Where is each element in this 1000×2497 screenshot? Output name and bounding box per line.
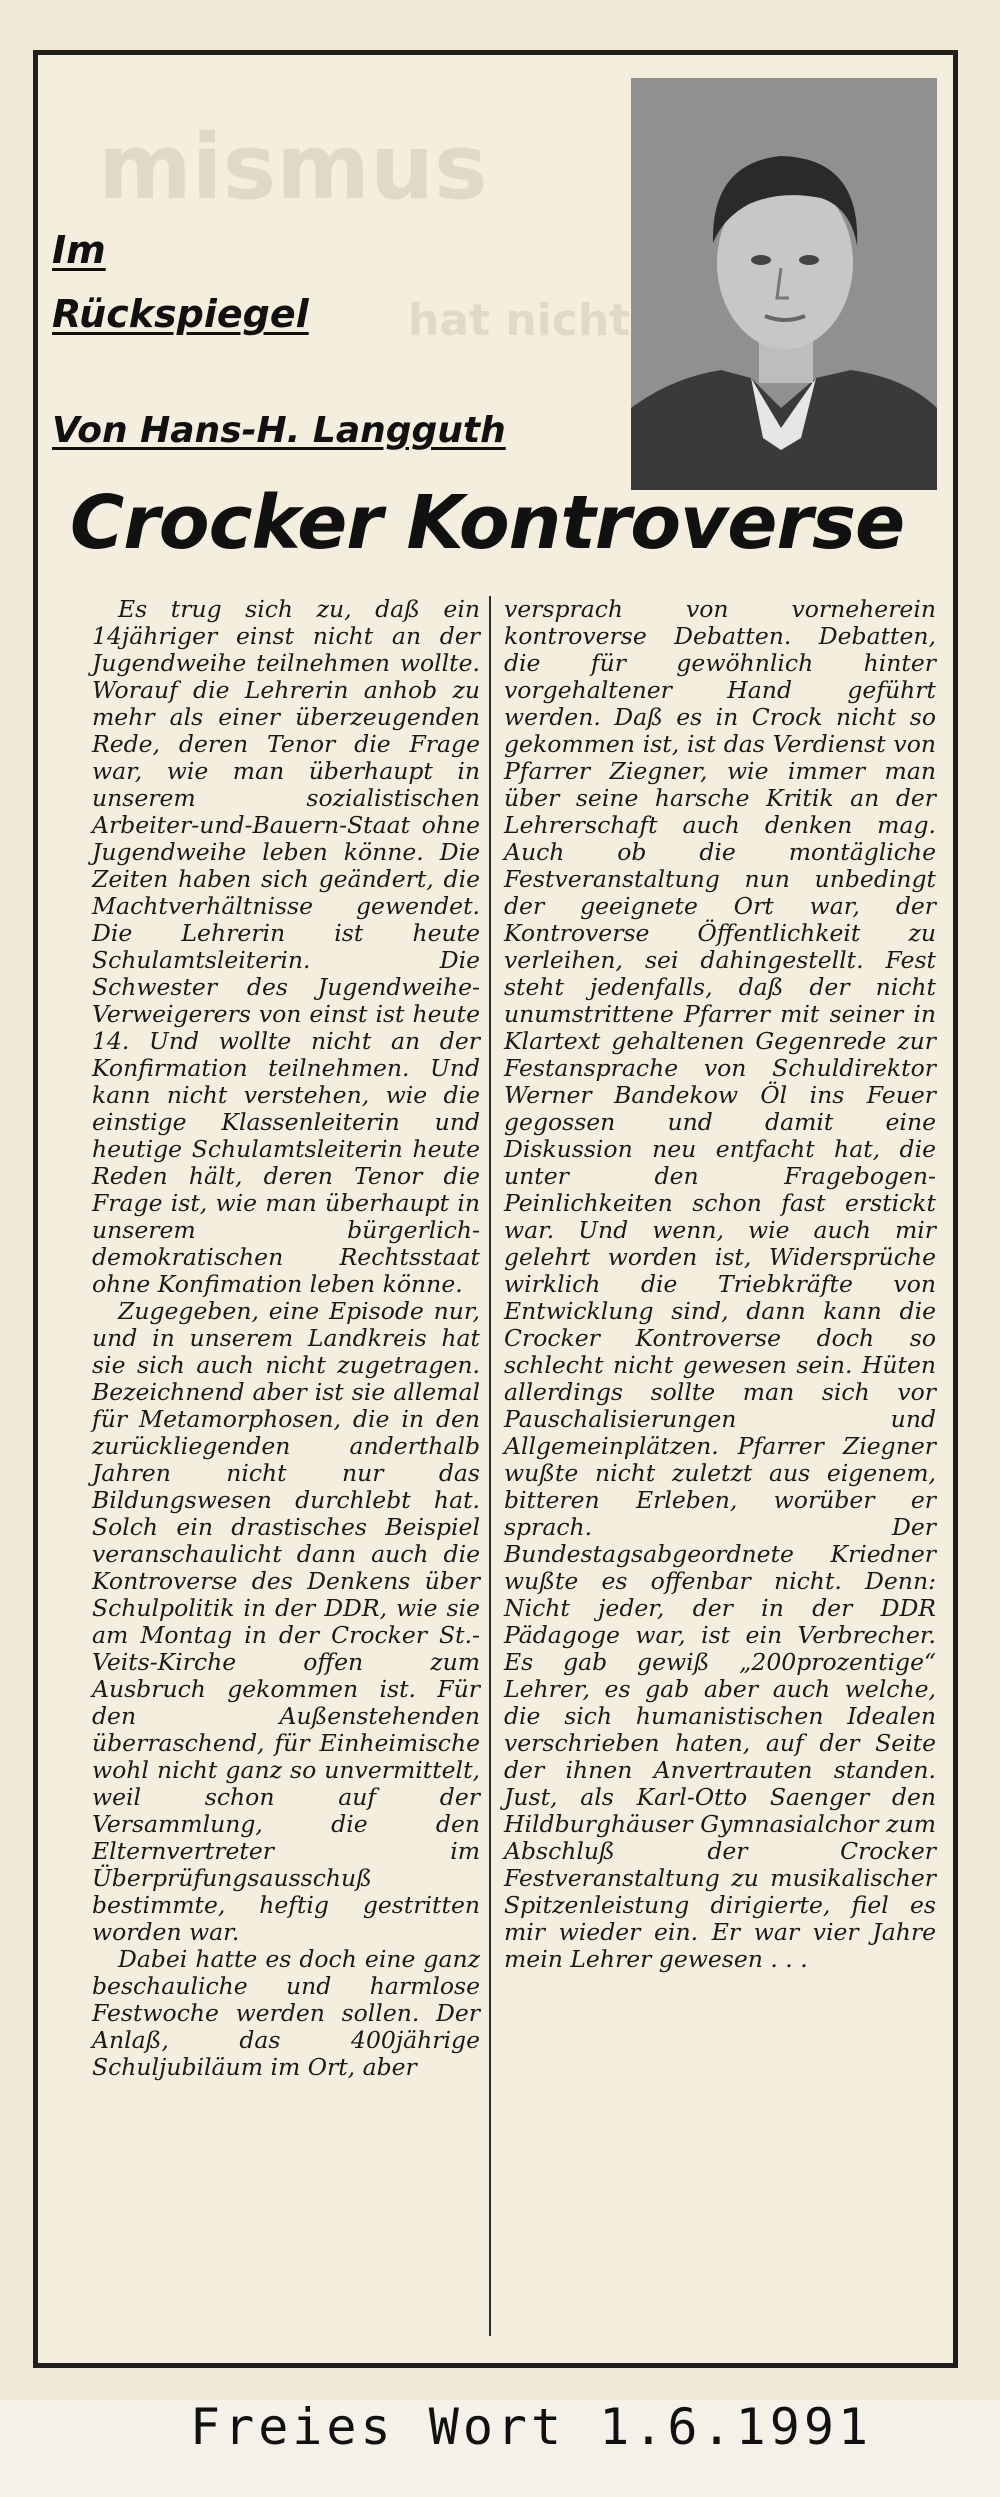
article-paragraph: Es trug sich zu, daß ein 14jähriger einst nicht an der Jugendweihe teilnehmen wollte. Worauf die Lehrerin anhob zu mehr als einer überzeugenden Rede, deren Tenor die Frage war, wie man überhaupt in unserem sozialistischen Arbeiter-und-Bauern-Staat ohne Jugendweihe leben könne. Die Zeiten haben sich geändert, die Machtverhältnisse gewendet. Die Lehrerin ist heute Schulamtsleiterin. Die Schwester des Jugendweihe-Verweigerers von einst ist heute 14. Und wollte nicht an der Konfirmation teilnehmen. Und kann nicht verstehen, wie die einstige Klassenleiterin und heutige Schulamtsleiterin heute Reden hält, deren Tenor die Frage ist, wie man überhaupt in unserem bürgerlich-demokratischen Rechtsstaat ohne Konfimation leben könne. [92, 595, 480, 1298]
article-column-right [504, 596, 936, 1973]
column-kicker-im: Im [52, 228, 106, 272]
portrait-photo-icon [631, 78, 937, 490]
column-kicker-rueckspiegel: Rückspiegel [52, 292, 309, 336]
show-through-text: mismus [98, 115, 488, 220]
show-through-text-2: hat nicht nur [408, 295, 730, 346]
article-paragraph: Dabei hatte es doch eine ganz beschauliche und harmlose Festwoche werden sollen. Der Anlaß, das 400jährige Schuljubiläum im Ort, aber [92, 1945, 480, 2081]
headline: Crocker Kontroverse [70, 480, 905, 566]
author-photo [631, 78, 937, 490]
byline: Von Hans-H. Langguth [52, 410, 506, 451]
article-paragraph: Zugegeben, eine Episode nur, und in unserem Landkreis hat sie sich auch nicht zugetragen. Bezeichnend aber ist sie allemal für Metamorphosen, die in den zurückliegenden anderthalb Jahren nicht nur das Bildungswesen durchlebt hat. Solch ein drastisches Beispiel veranschaulicht dann auch die Kontroverse des Denkens über Schulpolitik in der DDR, wie sie am Montag in der Crocker St.-Veits-Kirche offen zum Ausbruch gekommen ist. Für den Außenstehenden überraschend, für Einheimische wohl nicht ganz so unvermittelt, weil schon auf der Versammlung, die den Elternvertreter im Überprüfungsausschuß bestimmte, heftig gestritten worden war. [92, 1297, 480, 1946]
column-divider [489, 596, 491, 2336]
handwritten-source-caption: Freies Wort 1.6.1991 [190, 2398, 873, 2456]
article-paragraph: versprach von vorneherein kontroverse Debatten. Debatten, die für gewöhnlich hinter vorgehaltener Hand geführt werden. Daß es in Crock nicht so gekommen ist, ist das Verdienst von Pfarrer Ziegner, wie immer man über seine harsche Kritik an der Lehrerschaft auch denken mag. Auch ob die montägliche Festveranstaltung nun unbedingt der geeignete Ort war, der Kontroverse Öffentlichkeit zu verleihen, sei dahingestellt. Fest steht jedenfalls, daß der nicht unumstrittene Pfarrer mit seiner in Klartext gehaltenen Gegenrede zur Festansprache von Schuldirektor Werner Bandekow Öl ins Feuer gegossen und damit eine Diskussion neu entfacht hat, die unter den Fragebogen-Peinlichkeiten schon fast erstickt war. Und wenn, wie auch mir gelehrt worden ist, Widersprüche wirklich die Triebkräfte von Entwicklung sind, dann kann die Crocker Kontroverse doch so schlecht nicht gewesen sein. Hüten allerdings sollte man sich vor Pauschalisierungen und Allgemeinplätzen. Pfarrer Ziegner wußte nicht zuletzt aus eigenem, bitteren Erleben, worüber er sprach. Der Bundestagsabgeordnete Kriedner wußte es offenbar nicht. Denn: Nicht jeder, der in der DDR Pädagoge war, ist ein Verbrecher. Es gab gewiß „200prozentige“ Lehrer, es gab aber auch welche, die sich humanistischen Idealen verschrieben haten, auf der Seite der ihnen Anvertrauten standen. Just, als Karl-Otto Saenger den Hildburghäuser Gymnasialchor zum Abschluß der Crocker Festveranstaltung zu musikalischer Spitzenleistung dirigierte, fiel es mir wieder ein. Er war vier Jahre mein Lehrer gewesen . . . [504, 595, 936, 1973]
article-column-left [92, 596, 480, 2081]
